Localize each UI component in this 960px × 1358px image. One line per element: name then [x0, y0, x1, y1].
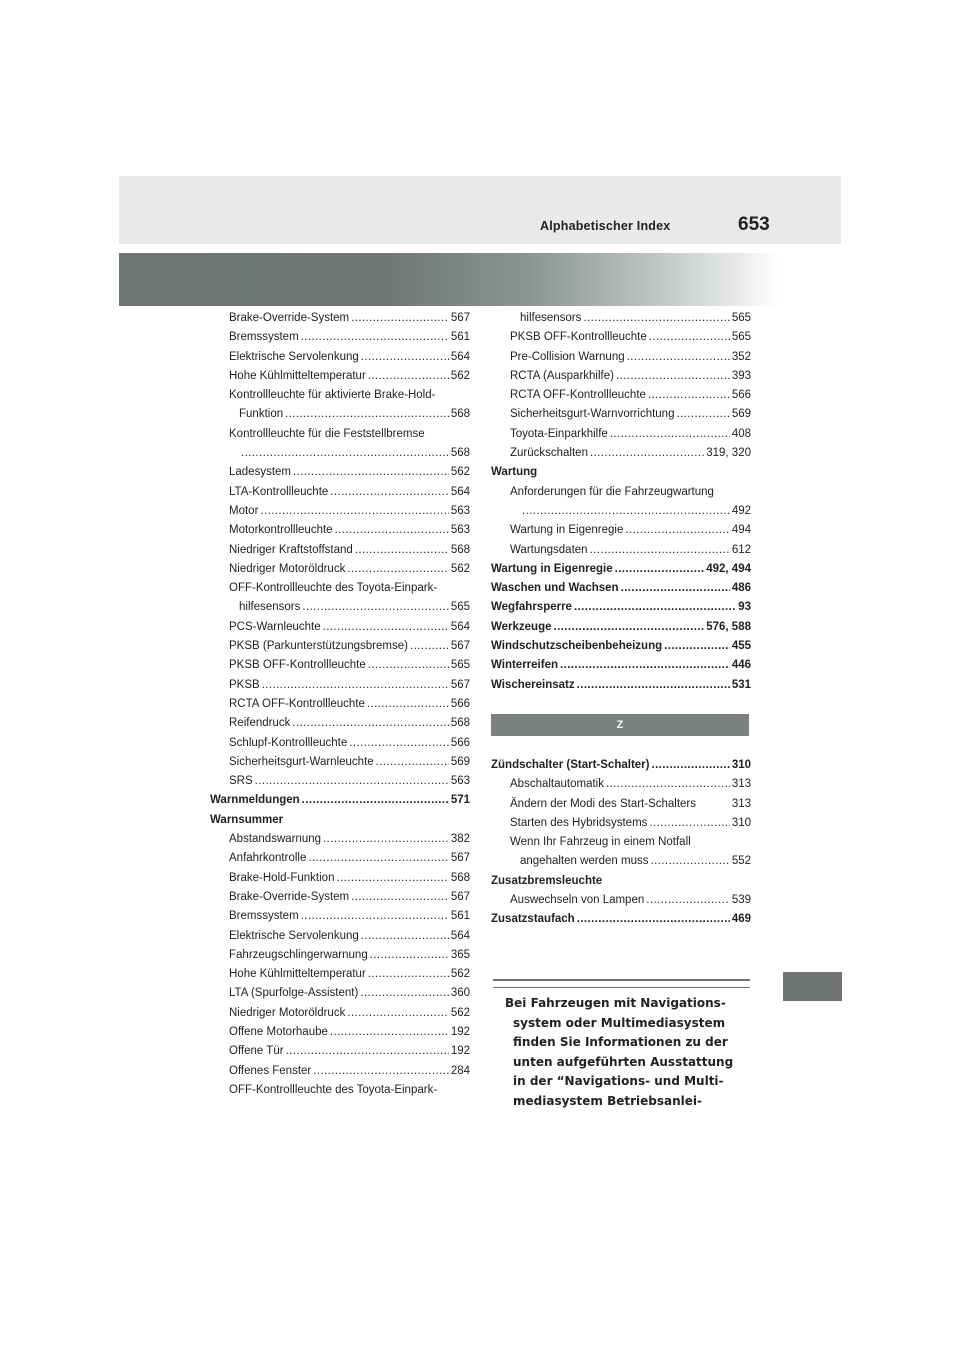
dot-leader [646, 891, 730, 910]
index-entry-page: 561 [450, 910, 470, 923]
index-entry [210, 483, 470, 502]
index-entry [491, 756, 751, 775]
index-entry-page: 455 [731, 640, 751, 653]
note-line: unten aufgeführten Ausstattung [513, 1054, 734, 1069]
index-entry [210, 541, 470, 560]
index-entry-page: 494 [731, 524, 751, 537]
index-entry [491, 328, 751, 347]
dot-leader [323, 830, 449, 849]
index-entry-term: Sicherheitsgurt-Warnvorrichtung [510, 408, 675, 421]
navigation-note [505, 994, 745, 1111]
dot-leader [522, 502, 730, 521]
index-entry [491, 775, 751, 794]
index-entry-page: 566 [731, 389, 751, 402]
dot-leader [560, 656, 730, 675]
index-entry-term: angehalten werden muss [520, 855, 649, 868]
index-entry [491, 444, 751, 463]
index-entry [210, 598, 470, 617]
index-entry-page: 313 [731, 797, 751, 810]
index-column-left [210, 309, 470, 1100]
index-entry-term: Brake-Override-System [229, 890, 350, 903]
index-entry-term: OFF-Kontrollleuchte des Toyota-Einpark- [229, 1083, 438, 1096]
index-entry [210, 927, 470, 946]
index-entry-term: Elektrische Servolenkung [229, 350, 359, 363]
index-entry-term: Offene Motorhaube [229, 1025, 328, 1038]
dot-leader [302, 598, 448, 617]
index-letter-bar: Z [491, 714, 749, 736]
index-entry-term: Abschaltautomatik [510, 778, 604, 791]
index-entry-term: Brake-Hold-Funktion [229, 871, 335, 884]
index-entry [210, 656, 470, 675]
index-column-right [491, 309, 751, 930]
index-entry-term: Motor [229, 504, 259, 517]
dot-leader [410, 637, 449, 656]
index-entry-page: 567 [450, 678, 470, 691]
index-entry-term: Kontrollleuchte für die Feststellbremse [229, 427, 425, 440]
index-entry [491, 483, 751, 502]
index-entry-page: 576, 588 [706, 620, 751, 633]
index-entry [491, 348, 751, 367]
index-entry-page: 562 [450, 466, 470, 479]
index-entry-page: 552 [731, 855, 751, 868]
index-entry-page: 565 [731, 331, 751, 344]
dot-leader [302, 791, 449, 810]
index-entry-page: 612 [731, 543, 751, 556]
index-entry-page: 360 [450, 987, 470, 1000]
index-entry-term: Wartung in Eigenregie [491, 562, 613, 575]
dot-leader [351, 888, 449, 907]
dot-leader [676, 405, 729, 424]
index-entry-term: Motorkontrollleuchte [229, 524, 333, 537]
index-entry-page: 567 [450, 640, 470, 653]
dot-leader [577, 910, 730, 929]
dot-leader [590, 444, 704, 463]
dot-leader [627, 348, 730, 367]
index-entry-term: Windschutzscheibenbeheizung [491, 640, 663, 653]
page-number: 653 [738, 214, 770, 235]
index-entry-term: Reifendruck [229, 717, 291, 730]
index-entry-page: 562 [450, 562, 470, 575]
dot-leader [664, 637, 730, 656]
dot-leader [574, 598, 736, 617]
index-entry-term: PKSB [229, 678, 260, 691]
index-entry-page: 382 [450, 833, 470, 846]
index-entry-term: Zündschalter (Start-Schalter) [491, 758, 650, 771]
index-entry-page: 568 [450, 543, 470, 556]
index-entry-page: 565 [450, 659, 470, 672]
index-entry-page: 567 [450, 890, 470, 903]
index-entry-term: OFF-Kontrollleuchte des Toyota-Einpark- [229, 582, 438, 595]
index-entry-term: RCTA (Ausparkhilfe) [510, 369, 614, 382]
note-line: Bei Fahrzeugen mit Navigations- [505, 996, 726, 1010]
index-entry-term: PKSB OFF-Kontrollleuchte [229, 659, 366, 672]
dot-leader [330, 1023, 449, 1042]
index-entry-term: Wartung [491, 466, 538, 479]
index-entry-page: 352 [731, 350, 751, 363]
index-entry-page: 284 [450, 1064, 470, 1077]
index-entry [491, 425, 751, 444]
dot-leader [590, 541, 730, 560]
index-entry-term: Werkzeuge [491, 620, 552, 633]
index-entry-term: Sicherheitsgurt-Warnleuchte [229, 755, 374, 768]
index-entry-page: 93 [738, 601, 751, 614]
index-entry-page: 492 [731, 504, 751, 517]
index-entry [491, 598, 751, 617]
index-entry-page: 192 [450, 1045, 470, 1058]
index-entry-page: 563 [450, 775, 470, 788]
dot-leader [651, 756, 729, 775]
index-entry-term: hilfesensors [239, 601, 301, 614]
index-entry-page: 563 [450, 504, 470, 517]
index-entry-page: 564 [450, 350, 470, 363]
index-entry-page: 192 [450, 1025, 470, 1038]
index-entry-page: 319, 320 [706, 447, 751, 460]
index-entry [491, 676, 751, 695]
index-entry [491, 521, 751, 540]
index-entry [210, 502, 470, 521]
dot-leader [649, 814, 729, 833]
index-entry [210, 637, 470, 656]
index-entry-term: Abstandswarnung [229, 833, 322, 846]
index-entry [210, 463, 470, 482]
index-entry-term: Zusatzbremsleuchte [491, 874, 603, 887]
dot-leader [367, 695, 449, 714]
dot-leader [615, 560, 705, 579]
index-entry [210, 714, 470, 733]
index-entry-page: 566 [450, 736, 470, 749]
index-entry-page: 531 [731, 678, 751, 691]
dot-leader [336, 869, 448, 888]
index-entry [210, 811, 470, 830]
dot-leader [554, 618, 705, 637]
index-entry-term: hilfesensors [520, 312, 582, 324]
index-entry-term: Niedriger Motoröldruck [229, 1006, 346, 1019]
index-entry [491, 833, 751, 852]
dot-leader [610, 425, 730, 444]
dot-leader [355, 541, 449, 560]
header-band [119, 176, 841, 244]
index-entry-page: 568 [450, 408, 470, 421]
dot-leader [301, 328, 449, 347]
index-entry-term: Funktion [239, 408, 284, 421]
index-entry-term: Wenn Ihr Fahrzeug in einem Notfall [510, 836, 691, 849]
index-entry [210, 618, 470, 637]
index-entry [210, 1081, 470, 1100]
dot-leader [368, 965, 449, 984]
index-entry-page: 566 [450, 697, 470, 710]
index-entry-term: Anfahrkontrolle [229, 852, 307, 865]
index-entry-term: Wegfahrsperre [491, 601, 572, 614]
dot-leader [286, 1042, 449, 1061]
index-entry-term: Anforderungen für die Fahrzeugwartung [510, 485, 714, 498]
index-entry-page: 564 [450, 485, 470, 498]
dot-leader [648, 386, 730, 405]
index-entry-term: PKSB OFF-Kontrollleuchte [510, 331, 647, 344]
index-entry [210, 386, 470, 405]
index-entry [491, 814, 751, 833]
index-entry-page: 408 [731, 427, 751, 440]
index-entry-term: Elektrische Servolenkung [229, 929, 359, 942]
dot-leader [351, 309, 449, 328]
index-entry [210, 830, 470, 849]
index-entry [210, 309, 470, 328]
index-entry [491, 386, 751, 405]
index-entry [491, 541, 751, 560]
index-entry-page: 492, 494 [706, 562, 751, 575]
index-entry-page: 569 [731, 408, 751, 421]
index-entry [210, 1042, 470, 1061]
index-entry [210, 560, 470, 579]
index-entry-term: Zusatzstaufach [491, 913, 575, 926]
chapter-side-tab [783, 972, 842, 1001]
index-entry [491, 463, 751, 482]
index-entry-page: 568 [450, 447, 470, 460]
index-entry [491, 309, 751, 328]
index-entry-page: 486 [731, 582, 751, 595]
index-entry-page: 562 [450, 968, 470, 981]
index-entry-term: RCTA OFF-Kontrollleuchte [510, 389, 646, 402]
note-line: in der “Navigations- und Multi- [513, 1074, 724, 1088]
index-entry-page: 313 [731, 778, 751, 791]
dot-leader [625, 521, 729, 540]
index-entry-term: Warnsummer [210, 813, 284, 826]
index-entry [210, 1004, 470, 1023]
index-entry-term: LTA-Kontrollleuchte [229, 485, 329, 498]
index-entry-page: 446 [731, 659, 751, 672]
index-entry-term: Bremssystem [229, 910, 299, 923]
index-entry-term: LTA (Spurfolge-Assistent) [229, 987, 359, 1000]
dot-leader [260, 502, 448, 521]
dot-leader [347, 560, 448, 579]
dot-leader [649, 328, 730, 347]
dot-leader [347, 1004, 448, 1023]
index-entry-term: SRS [229, 775, 253, 788]
dot-leader [308, 849, 448, 868]
note-line: mediasystem Betriebsanlei- [513, 1093, 703, 1108]
index-entry [491, 795, 751, 814]
index-entry [210, 753, 470, 772]
index-group-w [491, 309, 751, 695]
dot-leader [376, 753, 449, 772]
index-entry [210, 946, 470, 965]
index-entry [210, 367, 470, 386]
index-entry [210, 405, 470, 424]
note-divider [493, 979, 750, 988]
dot-leader [301, 907, 449, 926]
index-entry [210, 888, 470, 907]
dot-leader [335, 521, 449, 540]
index-entry [491, 367, 751, 386]
index-entry [491, 637, 751, 656]
index-entry-page: 567 [450, 852, 470, 865]
index-entry [210, 348, 470, 367]
index-entry-term: Starten des Hybridsystems [510, 816, 648, 829]
index-entry-page: 561 [450, 331, 470, 344]
index-entry-term: Pre-Collision Warnung [510, 350, 625, 363]
dot-leader [241, 444, 449, 463]
dot-leader [330, 483, 449, 502]
index-entry-page: 565 [731, 312, 751, 324]
index-entry-page: 567 [450, 312, 470, 324]
index-entry [210, 579, 470, 598]
dot-leader [285, 405, 449, 424]
index-entry-page: 562 [450, 1006, 470, 1019]
index-entry-page: 568 [450, 871, 470, 884]
index-entry-term: Ladesystem [229, 466, 292, 479]
index-entry [491, 618, 751, 637]
index-entry-page: 310 [731, 758, 751, 771]
index-entry [491, 872, 751, 891]
index-entry-page: 539 [731, 894, 751, 907]
index-entry-term: Kontrollleuchte für aktivierte Brake-Hold- [229, 389, 436, 402]
dot-leader [370, 946, 449, 965]
index-entry [491, 560, 751, 579]
index-entry-term: Wartungsdaten [510, 543, 588, 556]
index-entry-page: 564 [450, 620, 470, 633]
index-group-z [491, 756, 751, 930]
index-entry-page: 365 [450, 948, 470, 961]
dot-leader [621, 579, 730, 598]
index-entry [210, 676, 470, 695]
index-entry-page: 562 [450, 369, 470, 382]
index-entry [491, 656, 751, 675]
index-entry-term: Auswechseln von Lampen [510, 894, 645, 907]
dot-leader [577, 676, 730, 695]
index-entry-term: Brake-Override-System [229, 312, 350, 324]
index-entry [210, 1023, 470, 1042]
index-entry-term: Hohe Kühlmitteltemperatur [229, 369, 366, 382]
dot-leader [606, 775, 730, 794]
section-title: Alphabetischer Index [540, 219, 671, 233]
note-line: system oder Multimediasystem [513, 1015, 726, 1030]
index-entry [210, 869, 470, 888]
index-entry-page: 310 [731, 816, 751, 829]
index-entry-page: 568 [450, 717, 470, 730]
dot-leader [361, 927, 449, 946]
index-entry-term: Toyota-Einparkhilfe [510, 427, 608, 440]
index-entry-page: 564 [450, 929, 470, 942]
index-entry [210, 425, 470, 444]
dot-leader [651, 852, 730, 871]
dot-leader [583, 309, 729, 328]
index-entry-term: Offenes Fenster [229, 1064, 312, 1077]
index-entry-term: Ändern der Modi des Start-Schalters [510, 797, 697, 810]
index-entry [210, 907, 470, 926]
index-entry-page: 393 [731, 369, 751, 382]
index-entry [491, 891, 751, 910]
index-entry [210, 965, 470, 984]
dot-leader [292, 714, 448, 733]
index-entry [210, 444, 470, 463]
note-line: finden Sie Informationen zu der [513, 1035, 728, 1049]
index-entry-term: PKSB (Parkunterstützungsbremse) [229, 640, 408, 653]
index-entry-term: Warnmeldungen [210, 794, 300, 807]
index-entry [210, 849, 470, 868]
index-entry-term: Bremssystem [229, 331, 299, 344]
index-entry-term: Niedriger Kraftstoffstand [229, 543, 353, 556]
index-entry [491, 579, 751, 598]
index-entry-term: Niedriger Motoröldruck [229, 562, 346, 575]
index-entry [210, 1062, 470, 1081]
index-entry [210, 734, 470, 753]
dot-leader [368, 656, 449, 675]
index-entry [210, 984, 470, 1003]
dot-leader [323, 618, 449, 637]
index-entry-term: RCTA OFF-Kontrollleuchte [229, 697, 365, 710]
index-entry [491, 910, 751, 929]
dot-leader [616, 367, 730, 386]
index-entry [210, 328, 470, 347]
index-entry-page: 469 [731, 913, 751, 926]
index-entry [210, 521, 470, 540]
index-entry-term: Wischereinsatz [491, 678, 575, 691]
index-entry-term: Fahrzeugschlingerwarnung [229, 948, 368, 961]
gradient-banner [119, 253, 779, 306]
index-entry-page: 569 [450, 755, 470, 768]
index-entry [210, 791, 470, 810]
dot-leader [313, 1062, 449, 1081]
index-entry-page: 563 [450, 524, 470, 537]
dot-leader [349, 734, 449, 753]
index-entry [210, 772, 470, 791]
dot-leader [262, 676, 449, 695]
index-entry-term: Zurückschalten [510, 447, 588, 460]
index-entry [491, 852, 751, 871]
index-entry [491, 502, 751, 521]
dot-leader [368, 367, 449, 386]
index-entry-page: 565 [450, 601, 470, 614]
index-entry-term: Schlupf-Kontrollleuchte [229, 736, 348, 749]
index-entry [491, 405, 751, 424]
dot-leader [360, 984, 448, 1003]
index-entry-term: Wartung in Eigenregie [510, 524, 624, 537]
dot-leader [255, 772, 449, 791]
index-entry-page: 571 [450, 794, 470, 807]
dot-leader [361, 348, 449, 367]
index-entry-term: PCS-Warnleuchte [229, 620, 321, 633]
index-entry-term: Offene Tür [229, 1045, 284, 1058]
index-entry [210, 695, 470, 714]
index-entry-term: Hohe Kühlmitteltemperatur [229, 968, 366, 981]
index-entry-term: Waschen und Wachsen [491, 582, 619, 595]
dot-leader [293, 463, 449, 482]
index-entry-term: Winterreifen [491, 659, 558, 672]
